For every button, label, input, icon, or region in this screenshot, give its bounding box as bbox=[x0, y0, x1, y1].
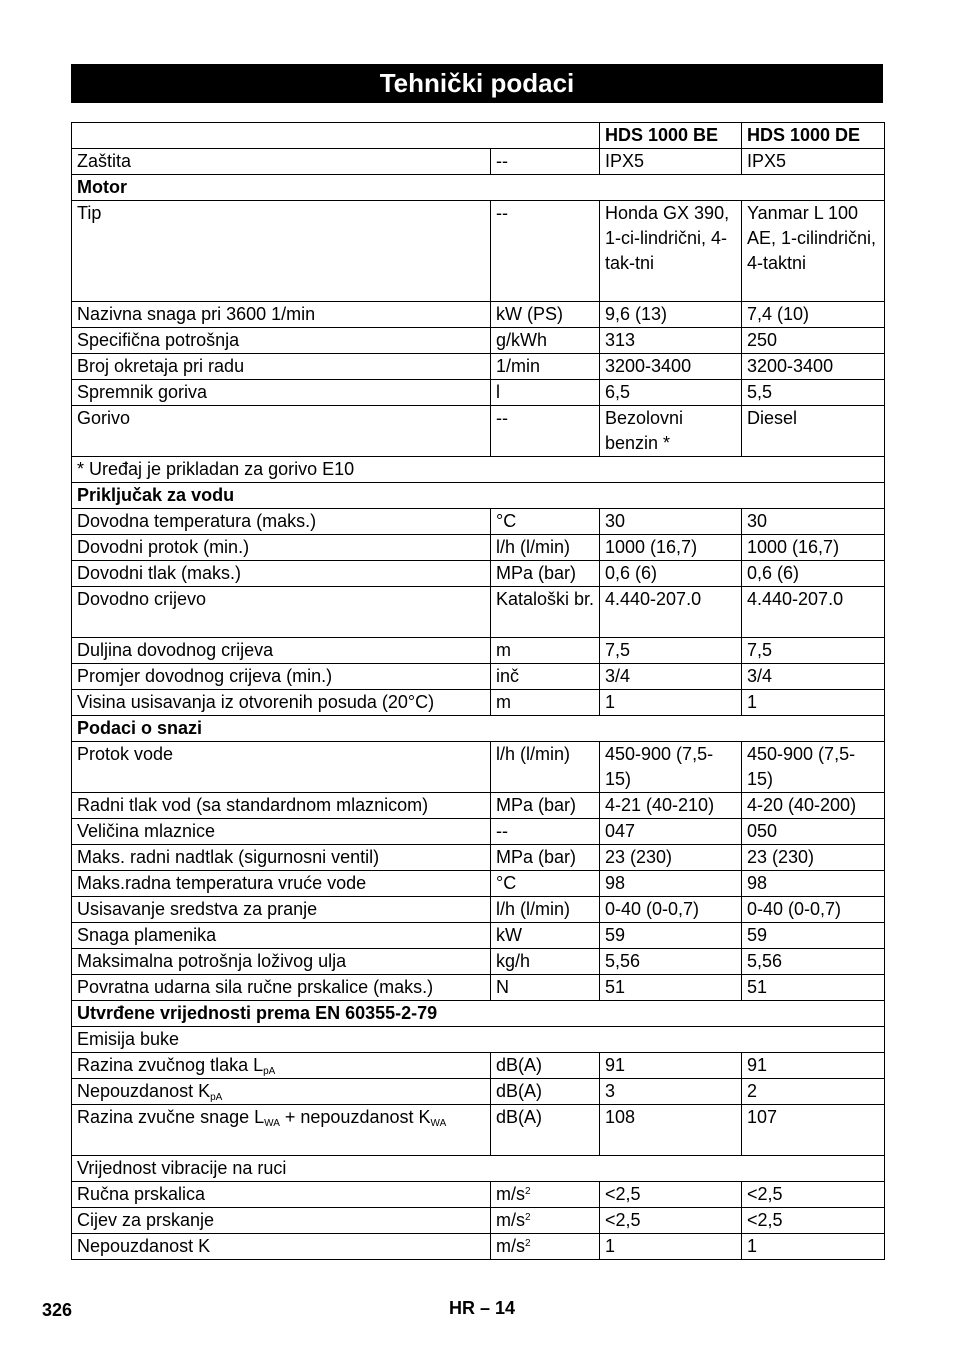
row-unit-cell bbox=[491, 406, 600, 457]
row-unit: kW bbox=[496, 925, 522, 945]
row-label: Nepouzdanost K bbox=[77, 1081, 211, 1101]
row-unit: l bbox=[496, 382, 500, 402]
section-row bbox=[72, 716, 885, 742]
row-value-model-1: 313 bbox=[600, 328, 742, 354]
row-value-model-1: Bezolovni benzin * bbox=[600, 406, 742, 457]
row-label-cell bbox=[72, 793, 491, 819]
row-unit: -- bbox=[496, 408, 508, 428]
row-unit-cell bbox=[491, 664, 600, 690]
row-value-model-2: 050 bbox=[742, 819, 885, 845]
row-label-cell bbox=[72, 587, 491, 638]
row-label-cell bbox=[72, 509, 491, 535]
row-label: Dovodno crijevo bbox=[77, 589, 207, 609]
row-label-subscript: pA bbox=[210, 1092, 223, 1103]
row-label-cell bbox=[72, 923, 491, 949]
row-label: Nazivna snaga pri 3600 1/min bbox=[77, 304, 316, 324]
row-value-model-1: 98 bbox=[600, 871, 742, 897]
row-label-cell bbox=[72, 871, 491, 897]
spec-table bbox=[71, 122, 885, 1260]
row-value-model-2: 4-20 (40-200) bbox=[742, 793, 885, 819]
row-unit: °C bbox=[496, 511, 517, 531]
row-value-model-2: Diesel bbox=[742, 406, 885, 457]
row-value-model-2: 250 bbox=[742, 328, 885, 354]
row-unit: N bbox=[496, 977, 509, 997]
row-value-model-2: 23 (230) bbox=[742, 845, 885, 871]
table-row bbox=[72, 638, 885, 664]
row-unit: dB(A) bbox=[496, 1107, 543, 1127]
section-row bbox=[72, 1001, 885, 1027]
row-label: Promjer dovodnog crijeva (min.) bbox=[77, 666, 333, 686]
row-label-cell bbox=[72, 354, 491, 380]
row-unit-cell bbox=[491, 149, 600, 175]
row-unit-cell bbox=[491, 201, 600, 302]
row-unit: MPa (bar) bbox=[496, 563, 577, 583]
row-unit-cell bbox=[491, 587, 600, 638]
header-model-1: HDS 1000 BE bbox=[600, 123, 742, 149]
table-header-row bbox=[72, 123, 885, 149]
row-value-model-2: 7,4 (10) bbox=[742, 302, 885, 328]
row-value-model-1: 450-900 (7,5-15) bbox=[600, 742, 742, 793]
page-title: Tehnički podaci bbox=[71, 64, 883, 103]
row-label: Cijev za prskanje bbox=[77, 1210, 215, 1230]
row-label-cell bbox=[72, 742, 491, 793]
row-label-cell bbox=[72, 380, 491, 406]
row-value-model-1: 59 bbox=[600, 923, 742, 949]
row-value-model-1: 3200-3400 bbox=[600, 354, 742, 380]
table-row bbox=[72, 149, 885, 175]
row-unit-superscript: 2 bbox=[525, 1212, 531, 1223]
row-label-cell bbox=[72, 561, 491, 587]
row-label: Ručna prskalica bbox=[77, 1184, 206, 1204]
row-label-cell bbox=[72, 1182, 491, 1208]
table-row bbox=[72, 201, 885, 302]
row-value-model-2: 3/4 bbox=[742, 664, 885, 690]
row-label: Protok vode bbox=[77, 744, 174, 764]
row-unit-cell bbox=[491, 354, 600, 380]
row-unit: inč bbox=[496, 666, 520, 686]
row-label: Maks. radni nadtlak (sigurnosni ventil) bbox=[77, 847, 380, 867]
row-value-model-1: 91 bbox=[600, 1053, 742, 1079]
row-label-subscript-2: WA bbox=[430, 1118, 447, 1129]
row-unit: g/kWh bbox=[496, 330, 548, 350]
row-value-model-1: 51 bbox=[600, 975, 742, 1001]
row-value-model-2: IPX5 bbox=[742, 149, 885, 175]
row-label-cell bbox=[72, 975, 491, 1001]
row-label-cell bbox=[72, 845, 491, 871]
row-unit-cell bbox=[491, 1234, 600, 1260]
row-label-cell bbox=[72, 1079, 491, 1105]
row-value-model-1: 1 bbox=[600, 690, 742, 716]
table-row bbox=[72, 328, 885, 354]
table-row bbox=[72, 742, 885, 793]
row-unit: m/s bbox=[496, 1210, 525, 1230]
row-unit-cell bbox=[491, 561, 600, 587]
row-label: Dovodna temperatura (maks.) bbox=[77, 511, 317, 531]
table-row bbox=[72, 1208, 885, 1234]
row-unit-cell bbox=[491, 302, 600, 328]
table-row bbox=[72, 561, 885, 587]
row-value-model-2: <2,5 bbox=[742, 1208, 885, 1234]
row-unit-cell bbox=[491, 1208, 600, 1234]
row-value-model-2: 0-40 (0-0,7) bbox=[742, 897, 885, 923]
table-row bbox=[72, 1234, 885, 1260]
row-unit: -- bbox=[496, 821, 508, 841]
header-model-2: HDS 1000 DE bbox=[742, 123, 885, 149]
row-value-model-1: 23 (230) bbox=[600, 845, 742, 871]
row-label-cell bbox=[72, 897, 491, 923]
section-heading: Motor bbox=[72, 175, 885, 201]
row-value-model-2: 98 bbox=[742, 871, 885, 897]
row-unit-cell bbox=[491, 638, 600, 664]
row-unit: MPa (bar) bbox=[496, 847, 577, 867]
row-label-subscript: WA bbox=[264, 1118, 280, 1129]
row-unit: Kataloški br. bbox=[496, 589, 595, 609]
row-label-cell bbox=[72, 406, 491, 457]
row-value-model-2: <2,5 bbox=[742, 1182, 885, 1208]
row-value-model-1: 047 bbox=[600, 819, 742, 845]
row-value-model-2: Yanmar L 100 AE, 1-cilindrični, 4-taktni bbox=[742, 201, 885, 302]
row-unit-cell bbox=[491, 897, 600, 923]
row-unit-superscript: 2 bbox=[525, 1186, 531, 1197]
row-label: Dovodni tlak (maks.) bbox=[77, 563, 242, 583]
row-value-model-2: 0,6 (6) bbox=[742, 561, 885, 587]
row-value-model-1: 1 bbox=[600, 1234, 742, 1260]
row-unit: kW (PS) bbox=[496, 304, 563, 324]
row-label: Duljina dovodnog crijeva bbox=[77, 640, 274, 660]
table-row bbox=[72, 871, 885, 897]
row-label-cell bbox=[72, 1105, 491, 1156]
row-unit: dB(A) bbox=[496, 1081, 543, 1101]
row-label: Razina zvučne snage L bbox=[77, 1107, 265, 1127]
row-value-model-1: 0,6 (6) bbox=[600, 561, 742, 587]
note-row bbox=[72, 457, 885, 483]
row-value-model-2: 30 bbox=[742, 509, 885, 535]
row-unit-cell bbox=[491, 1079, 600, 1105]
table-row bbox=[72, 1079, 885, 1105]
table-row bbox=[72, 975, 885, 1001]
table-row bbox=[72, 406, 885, 457]
table-row bbox=[72, 1182, 885, 1208]
row-unit-cell bbox=[491, 949, 600, 975]
row-value-model-1: 3 bbox=[600, 1079, 742, 1105]
row-unit-cell bbox=[491, 1182, 600, 1208]
row-value-model-2: 5,56 bbox=[742, 949, 885, 975]
row-label: Povratna udarna sila ručne prskalice (maks.) bbox=[77, 977, 434, 997]
row-value-model-2: 4.440-207.0 bbox=[742, 587, 885, 638]
table-row bbox=[72, 354, 885, 380]
row-label-cell bbox=[72, 302, 491, 328]
row-value-model-2: 1 bbox=[742, 690, 885, 716]
table-row bbox=[72, 587, 885, 638]
row-unit: m bbox=[496, 640, 511, 660]
section-row bbox=[72, 483, 885, 509]
row-label: Nepouzdanost K bbox=[77, 1236, 211, 1256]
row-value-model-1: 7,5 bbox=[600, 638, 742, 664]
table-row bbox=[72, 819, 885, 845]
row-unit: °C bbox=[496, 873, 517, 893]
row-label-cell bbox=[72, 819, 491, 845]
row-label-cell bbox=[72, 149, 491, 175]
row-value-model-2: 7,5 bbox=[742, 638, 885, 664]
row-unit: -- bbox=[496, 203, 508, 223]
row-label-cell bbox=[72, 201, 491, 302]
row-label: Zaštita bbox=[77, 151, 132, 171]
row-value-model-1: 4-21 (40-210) bbox=[600, 793, 742, 819]
row-unit-cell bbox=[491, 871, 600, 897]
row-value-model-1: <2,5 bbox=[600, 1182, 742, 1208]
row-label-cell bbox=[72, 638, 491, 664]
header-blank-cell bbox=[72, 123, 600, 149]
row-value-model-2: 1000 (16,7) bbox=[742, 535, 885, 561]
row-unit-cell bbox=[491, 793, 600, 819]
row-unit: 1/min bbox=[496, 356, 541, 376]
table-row bbox=[72, 897, 885, 923]
row-label: Usisavanje sredstva za pranje bbox=[77, 899, 318, 919]
row-value-model-2: 5,5 bbox=[742, 380, 885, 406]
section-row bbox=[72, 175, 885, 201]
table-row bbox=[72, 302, 885, 328]
table-row bbox=[72, 664, 885, 690]
row-unit-cell bbox=[491, 845, 600, 871]
row-unit: l/h (l/min) bbox=[496, 899, 571, 919]
row-value-model-2: 2 bbox=[742, 1079, 885, 1105]
table-row bbox=[72, 793, 885, 819]
table-row bbox=[72, 923, 885, 949]
table-row bbox=[72, 509, 885, 535]
row-unit-cell bbox=[491, 975, 600, 1001]
row-unit-cell bbox=[491, 380, 600, 406]
row-unit-cell bbox=[491, 1105, 600, 1156]
row-unit-cell bbox=[491, 535, 600, 561]
note-cell: Emisija buke bbox=[72, 1027, 885, 1053]
row-value-model-2: 450-900 (7,5-15) bbox=[742, 742, 885, 793]
row-value-model-1: 6,5 bbox=[600, 380, 742, 406]
row-label-continued: + nepouzdanost K bbox=[279, 1107, 431, 1127]
table-row bbox=[72, 690, 885, 716]
note-cell: * Uređaj je prikladan za gorivo E10 bbox=[72, 457, 885, 483]
row-label: Razina zvučnog tlaka L bbox=[77, 1055, 264, 1075]
row-label: Maks.radna temperatura vruće vode bbox=[77, 873, 367, 893]
row-label-cell bbox=[72, 328, 491, 354]
section-heading: Utvrđene vrijednosti prema EN 60355-2-79 bbox=[72, 1001, 885, 1027]
row-unit: -- bbox=[496, 151, 508, 171]
row-label-cell bbox=[72, 664, 491, 690]
row-label: Visina usisavanja iz otvorenih posuda (20°C) bbox=[77, 692, 435, 712]
row-label-subscript: pA bbox=[263, 1066, 276, 1077]
table-row bbox=[72, 535, 885, 561]
row-unit: l/h (l/min) bbox=[496, 537, 571, 557]
row-label: Gorivo bbox=[77, 408, 131, 428]
row-value-model-1: Honda GX 390, 1-ci-lindrični, 4-tak-tni bbox=[600, 201, 742, 302]
table-row bbox=[72, 1105, 885, 1156]
row-unit: l/h (l/min) bbox=[496, 744, 571, 764]
row-value-model-1: 5,56 bbox=[600, 949, 742, 975]
row-value-model-2: 59 bbox=[742, 923, 885, 949]
note-cell: Vrijednost vibracije na ruci bbox=[72, 1156, 885, 1182]
row-unit-cell bbox=[491, 819, 600, 845]
row-unit-cell bbox=[491, 509, 600, 535]
note-row bbox=[72, 1156, 885, 1182]
row-label: Specifična potrošnja bbox=[77, 330, 240, 350]
row-value-model-1: <2,5 bbox=[600, 1208, 742, 1234]
row-label-cell bbox=[72, 1208, 491, 1234]
table-row bbox=[72, 380, 885, 406]
row-label-cell bbox=[72, 949, 491, 975]
row-label: Radni tlak vod (sa standardnom mlaznicom) bbox=[77, 795, 429, 815]
row-unit-cell bbox=[491, 328, 600, 354]
row-label-cell bbox=[72, 690, 491, 716]
section-heading: Priključak za vodu bbox=[72, 483, 885, 509]
row-value-model-1: 30 bbox=[600, 509, 742, 535]
page-number: 326 bbox=[42, 1300, 73, 1320]
row-unit-superscript: 2 bbox=[525, 1238, 531, 1249]
table-row bbox=[72, 845, 885, 871]
row-value-model-1: 9,6 (13) bbox=[600, 302, 742, 328]
row-label: Spremnik goriva bbox=[77, 382, 208, 402]
row-unit: m/s bbox=[496, 1184, 525, 1204]
row-value-model-2: 1 bbox=[742, 1234, 885, 1260]
row-value-model-2: 51 bbox=[742, 975, 885, 1001]
row-unit: dB(A) bbox=[496, 1055, 543, 1075]
row-label-cell bbox=[72, 1234, 491, 1260]
row-label: Dovodni protok (min.) bbox=[77, 537, 250, 557]
row-label: Snaga plamenika bbox=[77, 925, 217, 945]
row-value-model-1: IPX5 bbox=[600, 149, 742, 175]
row-label-cell bbox=[72, 535, 491, 561]
table-row bbox=[72, 1053, 885, 1079]
row-unit: kg/h bbox=[496, 951, 531, 971]
row-value-model-1: 4.440-207.0 bbox=[600, 587, 742, 638]
row-value-model-1: 108 bbox=[600, 1105, 742, 1156]
row-label: Maksimalna potrošnja loživog ulja bbox=[77, 951, 347, 971]
row-label: Tip bbox=[77, 203, 102, 223]
note-row bbox=[72, 1027, 885, 1053]
row-label: Broj okretaja pri radu bbox=[77, 356, 245, 376]
language-page-label: HR – 14 bbox=[449, 1298, 516, 1318]
row-unit-cell bbox=[491, 742, 600, 793]
row-label-cell bbox=[72, 1053, 491, 1079]
row-unit-cell bbox=[491, 923, 600, 949]
row-value-model-2: 3200-3400 bbox=[742, 354, 885, 380]
row-value-model-2: 107 bbox=[742, 1105, 885, 1156]
row-unit: m bbox=[496, 692, 511, 712]
row-value-model-1: 1000 (16,7) bbox=[600, 535, 742, 561]
section-heading: Podaci o snazi bbox=[72, 716, 885, 742]
row-unit-cell bbox=[491, 1053, 600, 1079]
row-unit: MPa (bar) bbox=[496, 795, 577, 815]
row-label: Veličina mlaznice bbox=[77, 821, 216, 841]
row-value-model-1: 3/4 bbox=[600, 664, 742, 690]
row-unit-cell bbox=[491, 690, 600, 716]
row-unit: m/s bbox=[496, 1236, 525, 1256]
row-value-model-1: 0-40 (0-0,7) bbox=[600, 897, 742, 923]
row-value-model-2: 91 bbox=[742, 1053, 885, 1079]
table-row bbox=[72, 949, 885, 975]
